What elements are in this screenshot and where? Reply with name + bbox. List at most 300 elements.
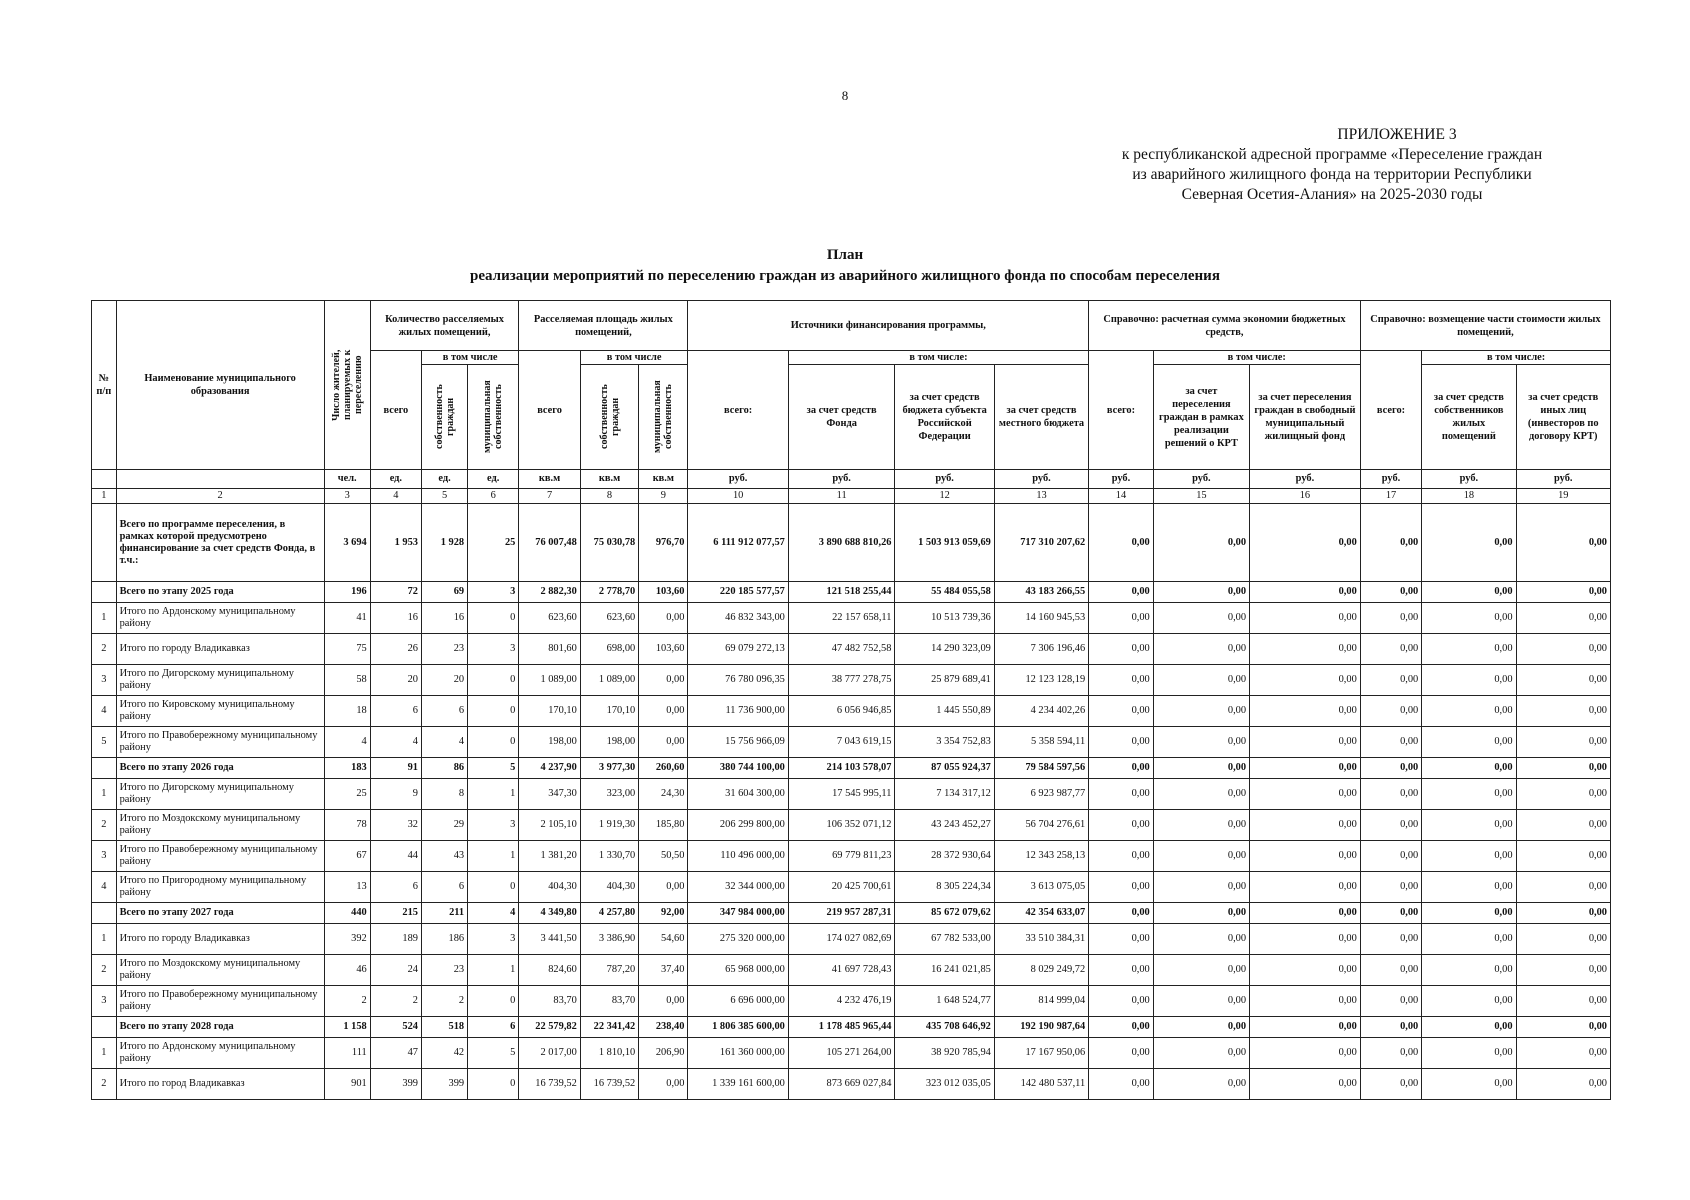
row-value: 20	[370, 665, 421, 696]
header-local: за счет средств местного бюджета	[994, 365, 1088, 470]
row-value: 824,60	[519, 955, 580, 986]
row-value: 75	[324, 634, 370, 665]
table-row	[92, 810, 1611, 841]
row-value: 11 736 900,00	[688, 696, 788, 727]
row-value: 399	[421, 1069, 467, 1100]
row-value: 0,00	[639, 1069, 688, 1100]
row-value: 0,00	[1360, 810, 1421, 841]
row-value: 4	[468, 903, 519, 924]
row-value: 0,00	[1516, 603, 1610, 634]
header-free-fund: за счет переселения граждан в свободный муниципальный жилищный фонд	[1250, 365, 1361, 470]
row-value: 1	[468, 955, 519, 986]
row-value: 58	[324, 665, 370, 696]
resettlement-table	[91, 300, 1611, 1100]
row-value: 24	[370, 955, 421, 986]
subtotal-row	[92, 582, 1611, 603]
row-value: 211	[421, 903, 467, 924]
row-value: 22 579,82	[519, 1017, 580, 1038]
header-fund: за счет средств Фонда	[788, 365, 895, 470]
row-value: 0,00	[1153, 1038, 1249, 1069]
column-index-cell: 9	[639, 489, 688, 504]
row-value: 0,00	[1360, 872, 1421, 903]
row-value: 3	[468, 924, 519, 955]
row-value: 0,00	[1360, 758, 1421, 779]
header-subject: за счет средств бюджета субъекта Российской Федерации	[895, 365, 994, 470]
row-value: 440	[324, 903, 370, 924]
row-value: 0,00	[1360, 924, 1421, 955]
row-value: 69	[421, 582, 467, 603]
row-number	[92, 582, 117, 603]
plan-heading	[0, 245, 1690, 287]
row-name: Итого по Ардонскому муниципальному району	[116, 1038, 324, 1069]
row-value: 43 183 266,55	[994, 582, 1088, 603]
subtotal-row	[92, 1017, 1611, 1038]
row-value: 42	[421, 1038, 467, 1069]
row-value: 55 484 055,58	[895, 582, 994, 603]
row-value: 192 190 987,64	[994, 1017, 1088, 1038]
row-value: 717 310 207,62	[994, 504, 1088, 582]
header-rooms-group: Количество расселяемых жилых помещений,	[370, 301, 519, 351]
row-value: 4 257,80	[580, 903, 638, 924]
row-value: 5 358 594,11	[994, 727, 1088, 758]
row-number: 1	[92, 603, 117, 634]
row-value: 103,60	[639, 634, 688, 665]
header-krt: за счет переселения граждан в рамках реализации решений о КРТ	[1153, 365, 1249, 470]
row-value: 17 167 950,06	[994, 1038, 1088, 1069]
unit-cell: ед.	[370, 470, 421, 489]
row-value: 26	[370, 634, 421, 665]
row-value: 105 271 264,00	[788, 1038, 895, 1069]
row-value: 83,70	[580, 986, 638, 1017]
row-value: 0,00	[1089, 665, 1154, 696]
unit-cell: руб.	[1422, 470, 1516, 489]
row-value: 12 123 128,19	[994, 665, 1088, 696]
table-row	[92, 634, 1611, 665]
row-value: 0,00	[1516, 1017, 1610, 1038]
row-name: Итого по Правобережному муниципальному району	[116, 727, 324, 758]
subtotal-row	[92, 504, 1611, 582]
row-value: 1 178 485 965,44	[788, 1017, 895, 1038]
column-index-cell: 1	[92, 489, 117, 504]
header-area-group: Расселяемая площадь жилых помещений,	[519, 301, 688, 351]
row-value: 1 339 161 600,00	[688, 1069, 788, 1100]
row-value: 13	[324, 872, 370, 903]
row-number	[92, 504, 117, 582]
row-value: 41 697 728,43	[788, 955, 895, 986]
row-value: 4	[324, 727, 370, 758]
column-index-cell: 7	[519, 489, 580, 504]
row-value: 46 832 343,00	[688, 603, 788, 634]
table-row	[92, 955, 1611, 986]
row-value: 0,00	[1360, 582, 1421, 603]
column-index-cell: 16	[1250, 489, 1361, 504]
row-value: 50,50	[639, 841, 688, 872]
row-value: 0,00	[1153, 779, 1249, 810]
row-value: 14 290 323,09	[895, 634, 994, 665]
row-value: 787,20	[580, 955, 638, 986]
row-value: 0,00	[1153, 810, 1249, 841]
table-row	[92, 1069, 1611, 1100]
row-value: 214 103 578,07	[788, 758, 895, 779]
row-value: 4 237,90	[519, 758, 580, 779]
row-value: 185,80	[639, 810, 688, 841]
row-value: 0,00	[1360, 779, 1421, 810]
table-row	[92, 665, 1611, 696]
row-value: 28 372 930,64	[895, 841, 994, 872]
row-value: 0,00	[1422, 665, 1516, 696]
row-value: 2 882,30	[519, 582, 580, 603]
row-value: 0,00	[1422, 841, 1516, 872]
row-value: 206,90	[639, 1038, 688, 1069]
row-value: 1 158	[324, 1017, 370, 1038]
row-value: 161 360 000,00	[688, 1038, 788, 1069]
row-value: 111	[324, 1038, 370, 1069]
column-index-cell: 13	[994, 489, 1088, 504]
table-row	[92, 1038, 1611, 1069]
row-value: 0,00	[1153, 924, 1249, 955]
row-value: 0,00	[1422, 603, 1516, 634]
row-value: 0,00	[1089, 924, 1154, 955]
row-value: 0,00	[1422, 727, 1516, 758]
row-value: 25	[324, 779, 370, 810]
row-number: 2	[92, 634, 117, 665]
header-name: Наименование муниципального образования	[116, 301, 324, 470]
row-value: 1	[468, 779, 519, 810]
row-value: 196	[324, 582, 370, 603]
header-row-1	[92, 301, 1611, 351]
appendix-title: ПРИЛОЖЕНИЕ 3	[1337, 126, 1457, 143]
plan-title: План	[826, 247, 864, 263]
header-area-own: собственность граждан	[580, 365, 638, 470]
row-value: 25 879 689,41	[895, 665, 994, 696]
unit-cell: руб.	[1250, 470, 1361, 489]
row-value: 9	[370, 779, 421, 810]
row-value: 1 953	[370, 504, 421, 582]
row-value: 0,00	[1516, 696, 1610, 727]
row-value: 0,00	[1153, 634, 1249, 665]
row-value: 0,00	[1422, 986, 1516, 1017]
row-value: 3	[468, 582, 519, 603]
row-value: 0,00	[1153, 841, 1249, 872]
row-value: 2	[421, 986, 467, 1017]
row-value: 16 241 021,85	[895, 955, 994, 986]
row-name: Всего по этапу 2026 года	[116, 758, 324, 779]
row-number: 5	[92, 727, 117, 758]
row-value: 0,00	[639, 872, 688, 903]
row-value: 0,00	[1089, 903, 1154, 924]
row-value: 198,00	[580, 727, 638, 758]
row-name: Итого по Дигорскому муниципальному району	[116, 779, 324, 810]
row-value: 404,30	[519, 872, 580, 903]
header-fin-incl: в том числе:	[788, 351, 1088, 365]
row-value: 0	[468, 1069, 519, 1100]
column-index-cell: 6	[468, 489, 519, 504]
row-value: 0,00	[1153, 955, 1249, 986]
row-name: Итого по Правобережному муниципальному району	[116, 986, 324, 1017]
row-value: 0,00	[1153, 665, 1249, 696]
row-value: 0,00	[1089, 1069, 1154, 1100]
row-value: 1 330,70	[580, 841, 638, 872]
row-value: 41	[324, 603, 370, 634]
appendix-block	[1052, 125, 1612, 205]
row-value: 12 343 258,13	[994, 841, 1088, 872]
row-value: 14 160 945,53	[994, 603, 1088, 634]
row-value: 0	[468, 696, 519, 727]
row-value: 0,00	[1360, 504, 1421, 582]
row-value: 380 744 100,00	[688, 758, 788, 779]
row-value: 2 017,00	[519, 1038, 580, 1069]
row-name: Всего по этапу 2025 года	[116, 582, 324, 603]
row-value: 0,00	[1516, 810, 1610, 841]
row-value: 0,00	[1360, 1069, 1421, 1100]
column-index-cell: 2	[116, 489, 324, 504]
row-value: 42 354 633,07	[994, 903, 1088, 924]
row-value: 0,00	[1250, 1069, 1361, 1100]
row-value: 1 089,00	[580, 665, 638, 696]
row-value: 0,00	[1516, 727, 1610, 758]
row-value: 0,00	[1250, 758, 1361, 779]
row-value: 0,00	[1516, 665, 1610, 696]
row-value: 801,60	[519, 634, 580, 665]
row-value: 83,70	[519, 986, 580, 1017]
row-value: 0,00	[1250, 903, 1361, 924]
row-value: 1 806 385 600,00	[688, 1017, 788, 1038]
row-value: 69 079 272,13	[688, 634, 788, 665]
row-value: 0,00	[1516, 955, 1610, 986]
row-value: 0,00	[1153, 903, 1249, 924]
row-value: 0,00	[1250, 955, 1361, 986]
row-name: Итого по Дигорскому муниципальному району	[116, 665, 324, 696]
row-value: 215	[370, 903, 421, 924]
row-value: 47	[370, 1038, 421, 1069]
row-value: 0,00	[1250, 986, 1361, 1017]
row-value: 0,00	[1250, 634, 1361, 665]
table-row	[92, 841, 1611, 872]
column-index-cell: 4	[370, 489, 421, 504]
row-value: 1 648 524,77	[895, 986, 994, 1017]
row-value: 25	[468, 504, 519, 582]
unit-cell: руб.	[1516, 470, 1610, 489]
row-value: 110 496 000,00	[688, 841, 788, 872]
row-value: 37,40	[639, 955, 688, 986]
row-value: 56 704 276,61	[994, 810, 1088, 841]
row-value: 106 352 071,12	[788, 810, 895, 841]
row-value: 0,00	[639, 603, 688, 634]
row-value: 1 928	[421, 504, 467, 582]
header-comp-total: всего:	[1360, 351, 1421, 470]
row-value: 87 055 924,37	[895, 758, 994, 779]
row-value: 0,00	[1360, 903, 1421, 924]
row-value: 3 354 752,83	[895, 727, 994, 758]
row-value: 0,00	[1360, 634, 1421, 665]
row-value: 0,00	[1250, 872, 1361, 903]
row-value: 20	[421, 665, 467, 696]
row-value: 69 779 811,23	[788, 841, 895, 872]
row-value: 0,00	[1089, 634, 1154, 665]
row-value: 0,00	[1422, 810, 1516, 841]
row-number	[92, 903, 117, 924]
column-index-cell: 14	[1089, 489, 1154, 504]
row-value: 6 056 946,85	[788, 696, 895, 727]
row-value: 23	[421, 634, 467, 665]
row-value: 219 957 287,31	[788, 903, 895, 924]
row-value: 0,00	[1153, 1069, 1249, 1100]
row-value: 2 778,70	[580, 582, 638, 603]
row-value: 0,00	[1516, 758, 1610, 779]
header-compensation-group: Справочно: возмещение части стоимости жилых помещений,	[1360, 301, 1610, 351]
column-index-cell: 12	[895, 489, 994, 504]
row-value: 0,00	[1153, 986, 1249, 1017]
row-value: 47 482 752,58	[788, 634, 895, 665]
row-value: 347 984 000,00	[688, 903, 788, 924]
row-value: 0,00	[1516, 1038, 1610, 1069]
row-value: 0,00	[1153, 603, 1249, 634]
row-value: 29	[421, 810, 467, 841]
row-name: Итого по Моздокскому муниципальному району	[116, 810, 324, 841]
row-value: 0,00	[1516, 779, 1610, 810]
row-name: Всего по программе переселения, в рамках которой предусмотрено финансирование за счет средств Фонда, в т.ч.:	[116, 504, 324, 582]
column-index-cell: 19	[1516, 489, 1610, 504]
row-value: 0	[468, 986, 519, 1017]
row-value: 78	[324, 810, 370, 841]
row-value: 32	[370, 810, 421, 841]
row-value: 0,00	[1360, 841, 1421, 872]
row-value: 1 503 913 059,69	[895, 504, 994, 582]
appendix-line3: Северная Осетия-Алания» на 2025-2030 годы	[1181, 186, 1483, 203]
row-value: 4	[421, 727, 467, 758]
row-value: 0	[468, 727, 519, 758]
row-value: 75 030,78	[580, 504, 638, 582]
row-name: Итого по Пригородному муниципальному району	[116, 872, 324, 903]
row-value: 0,00	[1516, 634, 1610, 665]
row-value: 174 027 082,69	[788, 924, 895, 955]
row-value: 518	[421, 1017, 467, 1038]
row-value: 0	[468, 872, 519, 903]
row-value: 38 777 278,75	[788, 665, 895, 696]
header-rooms-incl: в том числе	[421, 351, 518, 365]
row-value: 0,00	[1089, 810, 1154, 841]
row-value: 16 739,52	[519, 1069, 580, 1100]
table-row	[92, 986, 1611, 1017]
row-value: 6	[421, 872, 467, 903]
row-value: 901	[324, 1069, 370, 1100]
appendix-line1: к республиканской адресной программе «Переселение граждан	[1121, 146, 1543, 163]
row-value: 0,00	[1422, 872, 1516, 903]
row-value: 0,00	[1250, 924, 1361, 955]
row-value: 0,00	[1250, 603, 1361, 634]
row-value: 38 920 785,94	[895, 1038, 994, 1069]
row-value: 18	[324, 696, 370, 727]
row-value: 0,00	[1422, 504, 1516, 582]
row-value: 10 513 739,36	[895, 603, 994, 634]
row-value: 0	[468, 665, 519, 696]
row-value: 72	[370, 582, 421, 603]
row-value: 3 694	[324, 504, 370, 582]
row-name: Итого по Моздокскому муниципальному району	[116, 955, 324, 986]
row-value: 67	[324, 841, 370, 872]
row-value: 698,00	[580, 634, 638, 665]
row-number: 2	[92, 955, 117, 986]
header-area-total: всего	[519, 351, 580, 470]
row-value: 0,00	[1250, 504, 1361, 582]
column-index-cell: 8	[580, 489, 638, 504]
row-value: 0,00	[1422, 1017, 1516, 1038]
row-value: 32 344 000,00	[688, 872, 788, 903]
row-value: 4 232 476,19	[788, 986, 895, 1017]
row-value: 0,00	[1516, 872, 1610, 903]
row-value: 0,00	[1422, 924, 1516, 955]
page-number: 8	[841, 88, 849, 103]
subtotal-row	[92, 903, 1611, 924]
unit-cell: ед.	[468, 470, 519, 489]
row-number	[92, 758, 117, 779]
row-value: 3	[468, 810, 519, 841]
row-value: 86	[421, 758, 467, 779]
row-value: 0,00	[1360, 1038, 1421, 1069]
row-value: 0,00	[1422, 634, 1516, 665]
unit-cell: руб.	[1360, 470, 1421, 489]
row-value: 33 510 384,31	[994, 924, 1088, 955]
row-value: 814 999,04	[994, 986, 1088, 1017]
row-value: 65 968 000,00	[688, 955, 788, 986]
row-name: Итого по Правобережному муниципальному району	[116, 841, 324, 872]
unit-cell: чел.	[324, 470, 370, 489]
header-financing-group: Источники финансирования программы,	[688, 301, 1089, 351]
column-index-cell: 18	[1422, 489, 1516, 504]
header-economy-group: Справочно: расчетная сумма экономии бюджетных средств,	[1089, 301, 1361, 351]
row-value: 0,00	[1089, 1017, 1154, 1038]
row-value: 0,00	[1089, 603, 1154, 634]
row-value: 0,00	[1360, 727, 1421, 758]
row-value: 121 518 255,44	[788, 582, 895, 603]
row-value: 4 349,80	[519, 903, 580, 924]
row-value: 0,00	[1516, 504, 1610, 582]
row-value: 0,00	[1516, 582, 1610, 603]
row-value: 0,00	[1089, 1038, 1154, 1069]
header-owners: за счет средств собственников жилых помещений	[1422, 365, 1516, 470]
row-value: 435 708 646,92	[895, 1017, 994, 1038]
row-name: Итого по город Владикавказ	[116, 1069, 324, 1100]
row-value: 238,40	[639, 1017, 688, 1038]
unit-cell: руб.	[1089, 470, 1154, 489]
row-value: 0,00	[1422, 582, 1516, 603]
column-index-cell: 17	[1360, 489, 1421, 504]
row-value: 3	[468, 634, 519, 665]
row-value: 2	[324, 986, 370, 1017]
header-investors: за счет средств иных лиц (инвесторов по договору КРТ)	[1516, 365, 1610, 470]
row-value: 6	[468, 1017, 519, 1038]
row-value: 5	[468, 758, 519, 779]
row-value: 1 810,10	[580, 1038, 638, 1069]
row-value: 92,00	[639, 903, 688, 924]
table-row	[92, 924, 1611, 955]
header-residents: Число жителей, планируемых к переселению	[324, 301, 370, 470]
row-value: 0,00	[1089, 727, 1154, 758]
row-value: 1 089,00	[519, 665, 580, 696]
row-value: 1 445 550,89	[895, 696, 994, 727]
row-number: 4	[92, 696, 117, 727]
row-value: 0,00	[1250, 665, 1361, 696]
row-value: 103,60	[639, 582, 688, 603]
row-value: 0,00	[1089, 986, 1154, 1017]
unit-cell: руб.	[788, 470, 895, 489]
row-value: 16	[421, 603, 467, 634]
row-value: 0,00	[1250, 779, 1361, 810]
unit-cell: кв.м	[580, 470, 638, 489]
unit-cell	[116, 470, 324, 489]
row-number: 4	[92, 872, 117, 903]
row-name: Всего по этапу 2028 года	[116, 1017, 324, 1038]
